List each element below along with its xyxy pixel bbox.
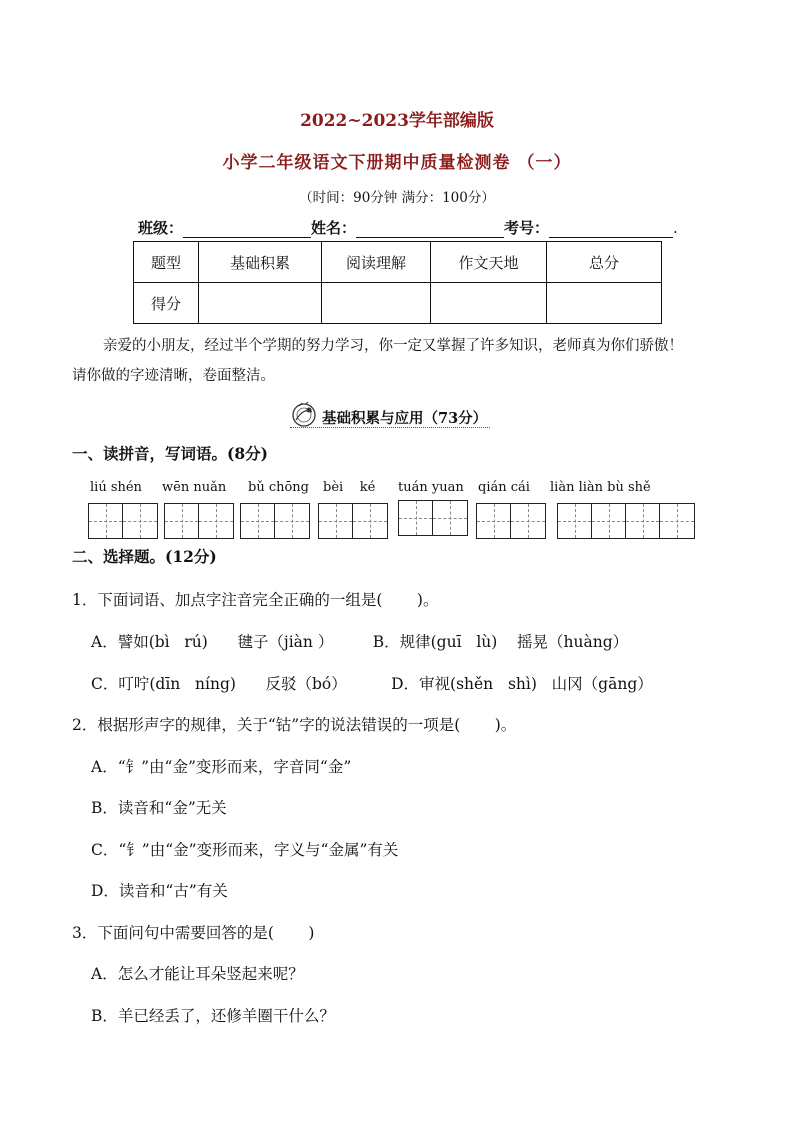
question-stem: 2．根据形声字的规律，关于“钴”字的说法错误的一项是( )。 — [72, 716, 517, 734]
intro-paragraph — [72, 331, 722, 391]
score-table-header-row — [134, 242, 662, 283]
pinyin-label: bèi ké — [323, 480, 376, 495]
question-option[interactable]: D．读音和“古”有关 — [91, 882, 228, 900]
globe-emblem-icon — [290, 401, 318, 429]
writing-grid[interactable] — [88, 503, 158, 539]
score-table-header: 阅读理解 — [322, 242, 431, 283]
writing-grid[interactable] — [240, 503, 310, 539]
section-title: 基础积累与应用（73分） — [322, 410, 488, 427]
exam-title: 小学二年级语文下册期中质量检测卷 （一） — [222, 153, 572, 173]
score-cell[interactable] — [199, 283, 322, 324]
question-option[interactable]: C．叮咛(dīn níng) 反驳（bó） D．审视(shěn shì) 山冈（gāng） — [91, 675, 653, 693]
writing-grid[interactable] — [398, 500, 468, 536]
question-option[interactable]: B．读音和“金”无关 — [91, 799, 227, 817]
score-table-header: 作文天地 — [431, 242, 547, 283]
score-cell[interactable] — [322, 283, 431, 324]
class-label: 班级： — [138, 219, 184, 237]
question-stem: 3．下面问句中需要回答的是( ) — [72, 924, 315, 942]
pinyin-label: qián cái — [478, 480, 530, 495]
exam-no-label: 考号： — [504, 219, 550, 237]
section-underline — [290, 427, 490, 428]
question-option[interactable]: A．“钅”由“金”变形而来，字音同“金” — [91, 758, 352, 776]
pinyin-label: tuán yuan — [398, 480, 464, 495]
writing-grid[interactable] — [318, 503, 388, 539]
score-table-header: 题型 — [134, 242, 199, 283]
student-info-line — [138, 217, 678, 238]
writing-grid[interactable] — [476, 503, 546, 539]
question-option[interactable]: C．“钅”由“金”变形而来，字义与“金属”有关 — [91, 841, 399, 859]
name-label: 姓名： — [311, 219, 357, 237]
section-heading — [288, 401, 528, 431]
score-cell[interactable] — [431, 283, 547, 324]
score-row-label: 得分 — [134, 283, 199, 324]
question-1-heading: 一、读拼音，写词语。(8分) — [72, 444, 268, 463]
exam-year-title: 2022~2023学年部编版 — [300, 111, 494, 131]
pinyin-label: liàn liàn bù shě — [550, 480, 651, 495]
score-table-header: 基础积累 — [199, 242, 322, 283]
exam-duration-info: （时间：90分钟 满分：100分） — [299, 190, 495, 206]
pinyin-label: bǔ chōng — [248, 480, 310, 495]
writing-grid[interactable] — [164, 503, 234, 539]
question-option[interactable]: A．譬如(bì rú) 毽子（jiàn ） B．规律(guī lù) 摇晃（huàng） — [91, 633, 629, 651]
question-option[interactable]: B．羊已经丢了，还修羊圈干什么？ — [91, 1007, 335, 1025]
pinyin-label: wēn nuǎn — [162, 480, 227, 495]
question-stem: 1．下面词语、加点字注音完全正确的一组是( )。 — [72, 591, 439, 609]
class-field[interactable] — [183, 223, 311, 238]
score-table-score-row — [134, 283, 662, 324]
intro-line: 请你做的字迹清晰，卷面整洁。 — [72, 368, 275, 384]
question-2-heading: 二、选择题。(12分) — [72, 547, 217, 566]
end-mark: . — [673, 219, 678, 237]
exam-no-field[interactable] — [549, 223, 673, 238]
intro-line: 亲爱的小朋友，经过半个学期的努力学习，你一定又掌握了许多知识，老师真为你们骄傲！ — [103, 338, 683, 354]
question-option[interactable]: A．怎么才能让耳朵竖起来呢？ — [91, 965, 304, 983]
pinyin-label: liú shén — [90, 480, 142, 495]
score-table — [133, 241, 662, 324]
writing-grid[interactable] — [557, 503, 695, 539]
name-field[interactable] — [356, 223, 504, 238]
score-table-header: 总分 — [547, 242, 662, 283]
score-cell[interactable] — [547, 283, 662, 324]
